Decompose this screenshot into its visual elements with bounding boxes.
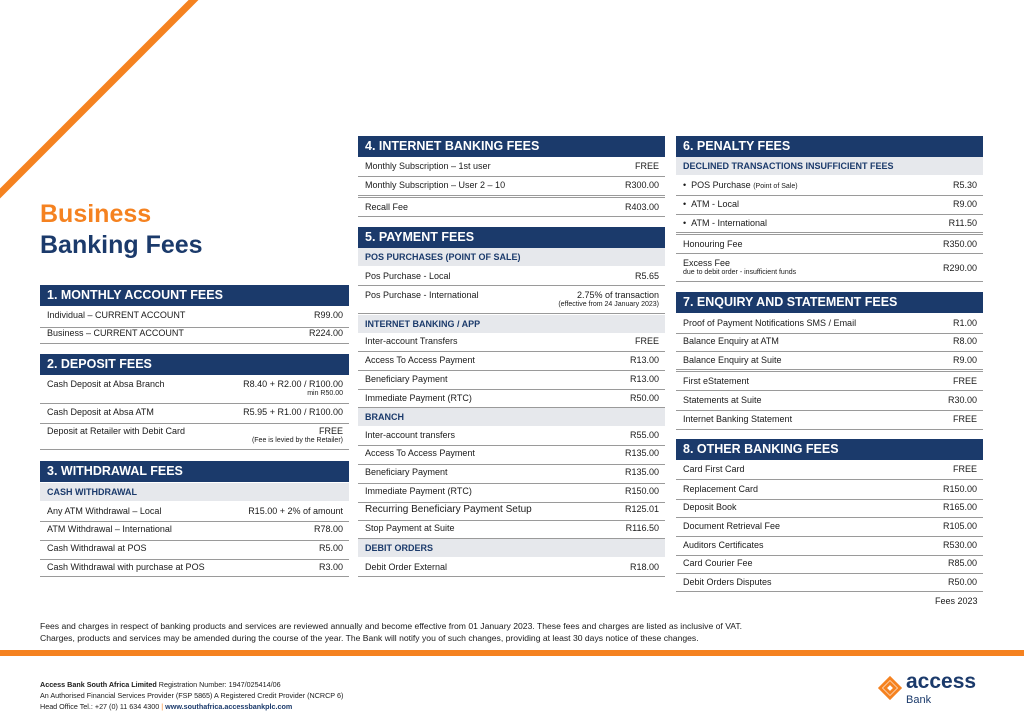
table-row: Monthly Subscription – 1st user FREE [358,161,665,177]
table-row: • POS Purchase (Point of Sale) R5.30 [676,180,983,196]
logo-bank: Bank [906,694,932,706]
table-row: ATM Withdrawal – International R78.00 [40,524,349,541]
table-row: Card Courier Fee R85.00 [676,558,983,574]
table-row: Auditors Certificates R530.00 [676,540,983,556]
withdrawal-fees-heading: 3. WITHDRAWAL FEES [40,461,349,482]
monthly-fees-heading: 1. MONTHLY ACCOUNT FEES [40,285,349,306]
table-row: Beneficiary Payment R135.00 [358,467,665,484]
table-row: Excess Fee due to debit order - insufficient funds R290.00 [676,258,983,282]
table-row: Pos Purchase - International 2.75% of transaction (effective from 24 January 2023) [358,290,665,314]
disclaimer: Fees and charges in respect of banking products and services are reviewed annually and become effective from 01 January 2023. These fees and charges are listed as inclusive of VAT. Charges, products and services may be amended during the course of the year. The Bank will notify you of such changes, providing at least 30 days notice of these changes. [40,621,743,643]
table-row: Access To Access Payment R135.00 [358,448,665,465]
table-row: • ATM - International R11.50 [676,218,983,235]
title-banking-fees: Banking Fees [40,231,203,259]
table-row: Immediate Payment (RTC) R50.00 [358,393,665,408]
title-business: Business [40,200,152,228]
table-row: Recall Fee R403.00 [358,202,665,217]
table-row: Inter-account Transfers FREE [358,336,665,352]
debit-orders-subheading: DEBIT ORDERS [358,539,665,557]
logo-wordmark: access [906,670,977,693]
other-fees-heading: 8. OTHER BANKING FEES [676,439,983,460]
table-row: Cash Deposit at Absa Branch R8.40 + R2.00 / R100.00 min R50.00 [40,379,349,404]
table-row: Recurring Beneficiary Payment Setup R125.01 [358,504,665,521]
table-row: Immediate Payment (RTC) R150.00 [358,486,665,503]
table-row: Business – CURRENT ACCOUNT R224.00 [40,328,349,344]
branch-subheading: BRANCH [358,408,665,426]
table-row: Access To Access Payment R13.00 [358,355,665,371]
table-row: Beneficiary Payment R13.00 [358,374,665,390]
table-row: Monthly Subscription – User 2 – 10 R300.00 [358,180,665,198]
orange-stripe [0,0,230,223]
deposit-fees-heading: 2. DEPOSIT FEES [40,354,349,375]
fees-year-label: Fees 2023 [935,596,978,606]
table-row: Individual – CURRENT ACCOUNT R99.00 [40,310,349,328]
table-row: Internet Banking Statement FREE [676,414,983,430]
table-row: Debit Order External R18.00 [358,562,665,577]
table-row: Deposit Book R165.00 [676,502,983,518]
declined-transactions-subheading: DECLINED TRANSACTIONS INSUFFICIENT FEES [676,157,983,175]
table-row: Document Retrieval Fee R105.00 [676,521,983,537]
website-link[interactable]: www.southafrica.accessbankplc.com [165,702,293,711]
table-row: Inter-account transfers R55.00 [358,430,665,446]
table-row: Debit Orders Disputes R50.00 [676,577,983,592]
payment-fees-heading: 5. PAYMENT FEES [358,227,665,248]
table-row: Cash Deposit at Absa ATM R5.95 + R1.00 / R100.00 [40,407,349,424]
footer: Access Bank South Africa Limited Registration Number: 1947/025414/06 An Authorised Financial Services Provider (FSP 5865) A Registered Credit Provider (NCRCP 6) Head Office Tel.: +27 (0) 11 634 4300 | www.southafrica.accessbankplc.com [40,680,344,711]
table-row: Balance Enquiry at Suite R9.00 [676,355,983,372]
table-row: Statements at Suite R30.00 [676,395,983,411]
table-row: Cash Withdrawal at POS R5.00 [40,543,349,560]
pos-purchases-subheading: POS PURCHASES (POINT OF SALE) [358,248,665,266]
internet-app-subheading: INTERNET BANKING / APP [358,315,665,333]
table-row: Balance Enquiry at ATM R8.00 [676,336,983,352]
table-row: Any ATM Withdrawal – Local R15.00 + 2% of amount [40,506,349,522]
table-row: Proof of Payment Notifications SMS / Email R1.00 [676,318,983,334]
table-row: First eStatement FREE [676,376,983,391]
table-row: Card First Card FREE [676,464,983,480]
table-row: Replacement Card R150.00 [676,484,983,500]
table-row: Honouring Fee R350.00 [676,239,983,254]
table-row: Deposit at Retailer with Debit Card FREE (Fee is levied by the Retailer) [40,426,349,450]
table-row: • ATM - Local R9.00 [676,199,983,215]
penalty-fees-heading: 6. PENALTY FEES [676,136,983,157]
table-row: Stop Payment at Suite R116.50 [358,523,665,539]
table-row: Cash Withdrawal with purchase at POS R3.00 [40,562,349,577]
orange-band [0,650,1024,656]
enquiry-fees-heading: 7. ENQUIRY AND STATEMENT FEES [676,292,983,313]
table-row: Pos Purchase - Local R5.65 [358,271,665,286]
cash-withdrawal-subheading: CASH WITHDRAWAL [40,483,349,501]
internet-fees-heading: 4. INTERNET BANKING FEES [358,136,665,157]
